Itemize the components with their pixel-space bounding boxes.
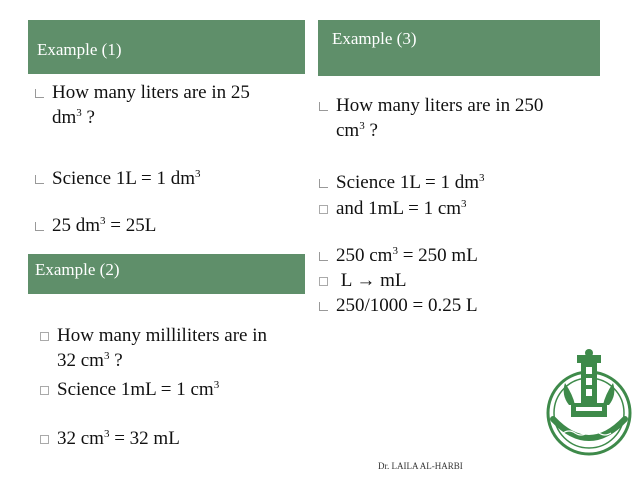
step-text: 250/1000 = 0.25 L xyxy=(336,295,478,316)
fact-text: Science 1mL = 1 cm xyxy=(57,379,214,400)
bullet-icon xyxy=(319,102,328,111)
superscript: 3 xyxy=(213,379,220,391)
example-2-title: Example (2) xyxy=(35,260,120,279)
fact-text: Science 1L = 1 dm xyxy=(336,172,479,193)
bullet-icon xyxy=(319,302,328,311)
answer-result: = 32 mL xyxy=(109,428,180,449)
university-seal-logo xyxy=(543,347,635,459)
bullet-icon xyxy=(40,332,49,341)
superscript: 3 xyxy=(103,350,110,362)
superscript: 3 xyxy=(461,198,467,210)
bullet-icon xyxy=(35,89,44,98)
bullet-icon xyxy=(40,386,49,395)
question-line-2: cm xyxy=(336,120,360,141)
step-text: 250 cm xyxy=(336,245,393,266)
example-3-header xyxy=(318,20,600,76)
example-3-title: Example (3) xyxy=(332,29,417,48)
footer-author: Dr. LAILA AL-HARBI xyxy=(378,461,463,471)
superscript: 3 xyxy=(392,245,398,257)
step-text: L → mL xyxy=(336,270,407,291)
step-result: = 250 mL xyxy=(397,245,478,266)
example-2-header xyxy=(28,254,305,294)
superscript: 3 xyxy=(359,120,365,132)
answer-result: = 25L xyxy=(105,215,157,236)
fact-text: and 1mL = 1 cm xyxy=(336,198,462,219)
superscript: 3 xyxy=(76,107,82,119)
bullet-icon xyxy=(35,175,44,184)
bullet-icon xyxy=(319,179,328,188)
question-mark: ? xyxy=(364,120,378,141)
question-mark: ? xyxy=(81,107,95,128)
example-1-title: Example (1) xyxy=(37,40,122,59)
bullet-icon xyxy=(319,277,328,286)
superscript: 3 xyxy=(478,172,485,184)
question-line-2: 32 cm xyxy=(57,350,104,371)
superscript: 3 xyxy=(103,428,110,440)
question-line-2: dm xyxy=(52,107,77,128)
bullet-icon xyxy=(319,252,328,261)
fact-text: Science 1L = 1 dm xyxy=(52,168,195,189)
bullet-icon xyxy=(319,205,328,214)
answer-text: 25 dm xyxy=(52,215,101,236)
superscript: 3 xyxy=(194,168,201,180)
bullet-icon xyxy=(35,222,44,231)
question-mark: ? xyxy=(109,350,123,371)
bullet-icon xyxy=(40,435,49,444)
answer-text: 32 cm xyxy=(57,428,104,449)
question-line-1: How many milliliters are in xyxy=(57,325,268,346)
question-line-1: How many liters are in 25 xyxy=(52,82,250,103)
example-1-header xyxy=(28,20,305,74)
superscript: 3 xyxy=(100,215,106,227)
question-line-1: How many liters are in 250 xyxy=(336,95,544,116)
